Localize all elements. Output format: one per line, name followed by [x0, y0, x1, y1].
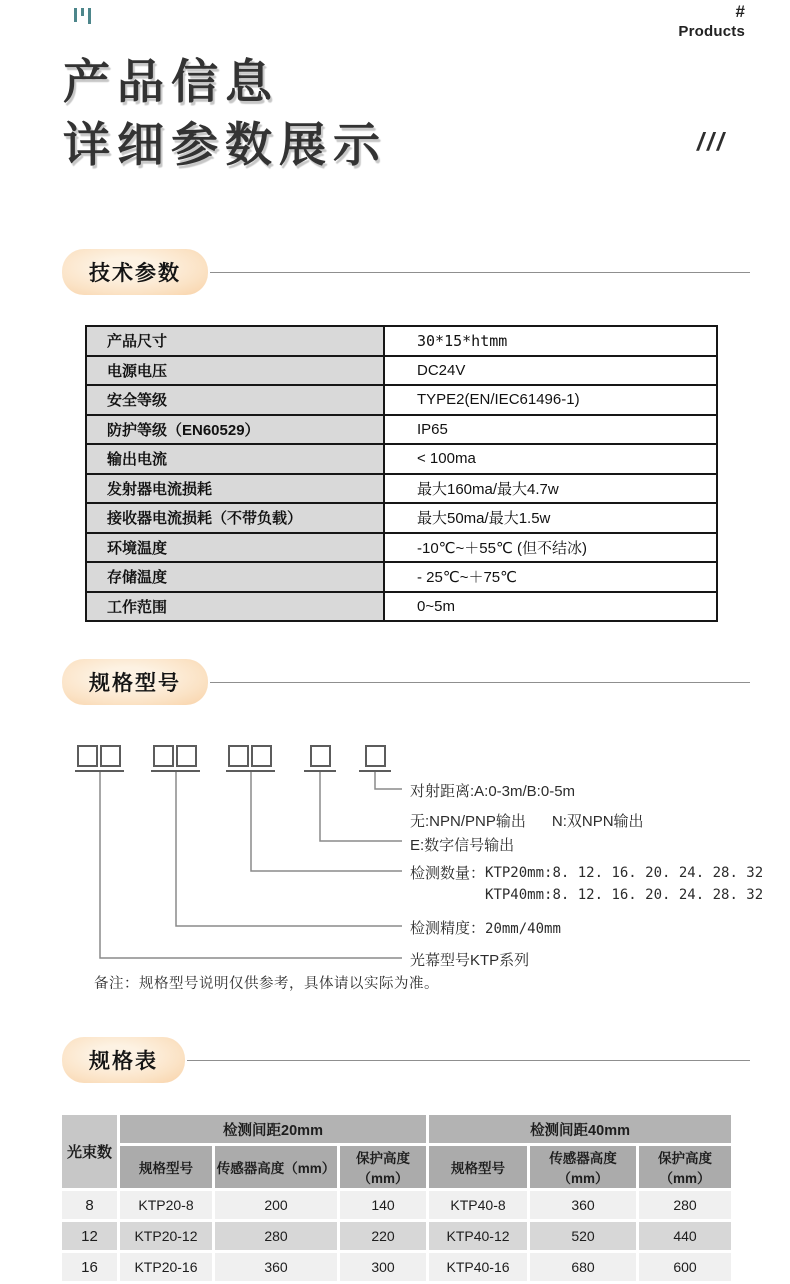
param-value: - 25℃~＋75℃ — [384, 562, 717, 592]
cell-sensor-height: 280 — [215, 1222, 337, 1250]
cell-protect-height: 220 — [340, 1222, 426, 1250]
model-code-connector-lines — [100, 772, 402, 958]
page-title-line1: 产品信息 — [63, 55, 279, 108]
cell-model: KTP40-8 — [429, 1191, 527, 1219]
diagram-label-output-line1 — [410, 810, 644, 831]
diagram-label-output-line2: E:数字信号输出 — [410, 837, 515, 854]
model-code-boxes — [78, 746, 385, 766]
output-n: N:双NPN输出 — [551, 813, 644, 830]
cell-protect-height: 600 — [639, 1253, 731, 1281]
diagram-label-series: 光幕型号KTP系列 — [410, 952, 530, 969]
cell-model: KTP40-16 — [429, 1253, 527, 1281]
group-header-20mm: 检测间距20mm — [120, 1115, 426, 1143]
sub-header-model: 规格型号 — [429, 1146, 527, 1188]
sub-header-sensor-height: 传感器高度（mm） — [215, 1146, 337, 1188]
heading-rule — [187, 1060, 750, 1061]
spec-header-row-2 — [62, 1146, 731, 1188]
cell-sensor-height: 680 — [530, 1253, 636, 1281]
param-label: 安全等级 — [86, 385, 384, 415]
param-value: < 100ma — [384, 444, 717, 474]
sub-header-sensor-height: 传感器高度（mm） — [530, 1146, 636, 1188]
diagram-label-precision — [410, 917, 561, 938]
param-label: 工作范围 — [86, 592, 384, 622]
beam-count: 16 — [62, 1253, 117, 1281]
diagram-note: 备注：规格型号说明仅供参考，具体请以实际为准。 — [94, 976, 439, 992]
cell-model: KTP40-12 — [429, 1222, 527, 1250]
cell-protect-height: 440 — [639, 1222, 731, 1250]
param-value: TYPE2(EN/IEC61496-1) — [384, 385, 717, 415]
param-value: DC24V — [384, 356, 717, 386]
param-value: 0~5m — [384, 592, 717, 622]
group-header-40mm: 检测间距40mm — [429, 1115, 731, 1143]
spec-header-row-1 — [62, 1115, 731, 1143]
beam-count-header: 光束数 — [62, 1115, 117, 1188]
param-value: -10℃~＋55℃ (但不结冰) — [384, 533, 717, 563]
cell-sensor-height: 360 — [530, 1191, 636, 1219]
spec-model-badge: 规格型号 — [62, 659, 208, 705]
precision-value: 20mm/40mm — [485, 921, 561, 937]
output-none: 无:NPN/PNP输出 — [410, 813, 526, 830]
param-label: 电源电压 — [86, 356, 384, 386]
spec-table — [59, 1112, 734, 1284]
spec-data-row — [62, 1253, 731, 1281]
param-value: IP65 — [384, 415, 717, 445]
sub-header-protect-height: 保护高度（mm） — [639, 1146, 731, 1188]
param-label: 产品尺寸 — [86, 326, 384, 356]
sub-header-protect-height: 保护高度（mm） — [340, 1146, 426, 1188]
cell-sensor-height: 520 — [530, 1222, 636, 1250]
sub-header-model: 规格型号 — [120, 1146, 212, 1188]
decorative-slashes: /// — [697, 128, 727, 156]
spec-data-row — [62, 1191, 731, 1219]
param-value: 最大160ma/最大4.7w — [384, 474, 717, 504]
cell-protect-height: 280 — [639, 1191, 731, 1219]
param-label: 输出电流 — [86, 444, 384, 474]
count-values — [485, 862, 763, 906]
count-line-ktp20: KTP20mm:8. 12. 16. 20. 24. 28. 32 — [485, 865, 764, 881]
param-label: 存储温度 — [86, 562, 384, 592]
beam-count: 12 — [62, 1222, 117, 1250]
param-value: 最大50ma/最大1.5w — [384, 503, 717, 533]
diagram-label-count — [410, 862, 763, 906]
cell-sensor-height: 360 — [215, 1253, 337, 1281]
section-heading-spec-table — [62, 1037, 750, 1083]
spec-table-badge: 规格表 — [62, 1037, 185, 1083]
cell-sensor-height: 200 — [215, 1191, 337, 1219]
cell-model: KTP20-12 — [120, 1222, 212, 1250]
spec-data-row — [62, 1222, 731, 1250]
cell-protect-height: 140 — [340, 1191, 426, 1219]
precision-title: 检测精度： — [410, 920, 486, 937]
tech-params-badge: 技术参数 — [62, 249, 208, 295]
count-title: 检测数量： — [410, 865, 486, 882]
beam-count: 8 — [62, 1191, 117, 1219]
param-label: 环境温度 — [86, 533, 384, 563]
hash-mark: # — [735, 2, 745, 21]
cell-model: KTP20-16 — [120, 1253, 212, 1281]
diagram-label-distance: 对射距离:A:0-3m/B:0-5m — [410, 783, 576, 800]
param-value: 30*15*htmm — [384, 326, 717, 356]
param-label: 发射器电流损耗 — [86, 474, 384, 504]
cell-model: KTP20-8 — [120, 1191, 212, 1219]
products-label: Products — [678, 23, 745, 40]
param-label: 防护等级（EN60529） — [86, 415, 384, 445]
cell-protect-height: 300 — [340, 1253, 426, 1281]
param-label: 接收器电流损耗（不带负载） — [86, 503, 384, 533]
count-line-ktp40: KTP40mm:8. 12. 16. 20. 24. 28. 32 — [485, 887, 764, 903]
page-title-line2: 详细参数展示 — [63, 118, 387, 171]
